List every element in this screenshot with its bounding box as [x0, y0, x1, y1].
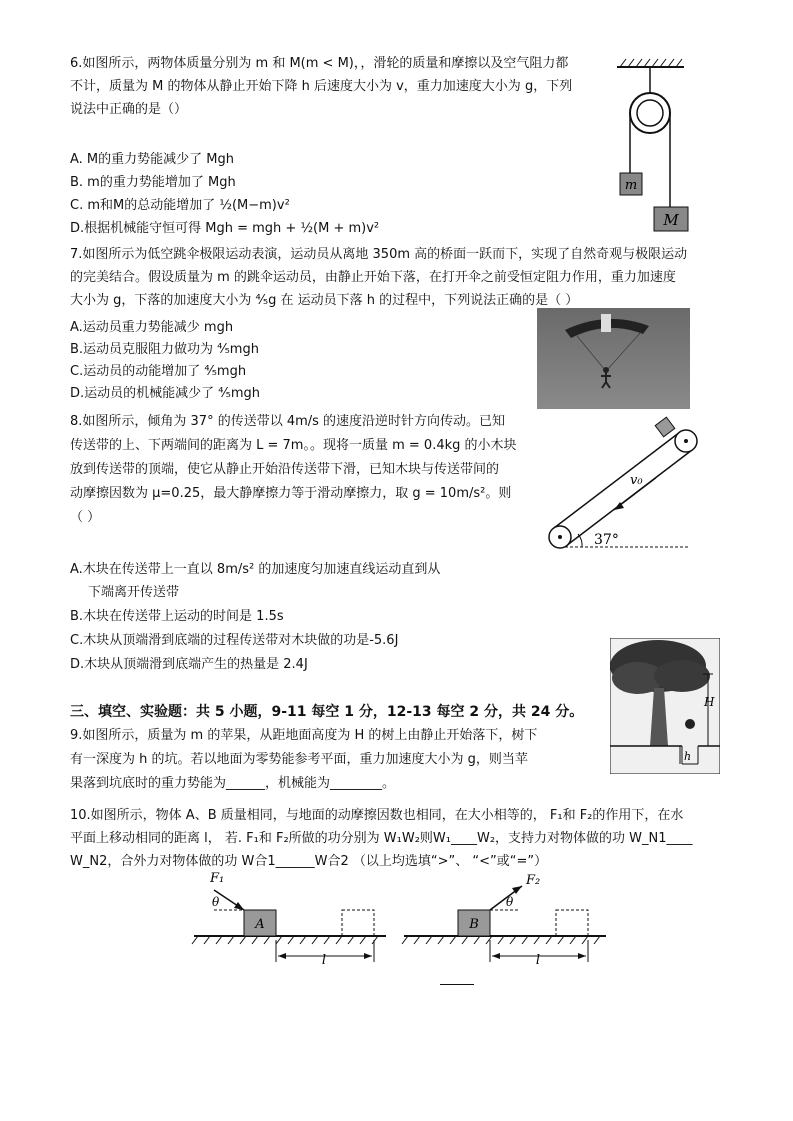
q6-line-1: 6.如图所示，两物体质量分别为 m 和 M(m < M)，，滑轮的质量和摩擦以及空气阻力都 [70, 56, 569, 71]
block-label-B: B [469, 917, 479, 932]
q8-line-2: 传送带的上、下两端间的距离为 L = 7m。。现将一质量 m = 0.4kg 的小木块 [70, 438, 517, 453]
q8-line-5: （ ） [70, 510, 101, 525]
angle-label-theta-2: θ [506, 895, 514, 909]
q8-option-c: C.木块从顶端滑到底端的过程传送带对木块做的功是-5.6J [70, 633, 399, 648]
q7-option-a: A.运动员重力势能减少 mgh [70, 320, 234, 335]
q8-option-b: B.木块在传送带上运动的时间是 1.5s [70, 609, 284, 624]
q6-option-d: D.根据机械能守恒可得 Mgh = mgh + ½(M + m)v² [70, 221, 380, 236]
q8-line-1: 8.如图所示，倾角为 37° 的传送带以 4m/s 的速度沿逆时针方向传动。已知 [70, 414, 506, 429]
q8-option-a: A.木块在传送带上一直以 8m/s² 的加速度匀加速直线运动直到从 [70, 562, 441, 577]
q9-line-2: 有一深度为 h 的坑。若以地面为零势能参考平面，重力加速度大小为 g，则当苹 [70, 752, 528, 767]
section-3-heading: 三、填空、实验题：共 5 小题，9-11 每空 1 分，12-13 每空 2 分，共 24 分。 [70, 704, 584, 720]
tree-figure [610, 638, 720, 774]
footer-rule [440, 984, 474, 985]
q6-line-3: 说法中正确的是（） [70, 102, 188, 117]
angle-label-theta-1: θ [212, 895, 220, 909]
q6-option-c: C. m和M的总动能增加了 ½(M−m)v² [70, 198, 290, 213]
q9-line-3: 果落到坑底时的重力势能为______，机械能为________。 [70, 776, 396, 791]
q10-line-3: W_N2，合外力对物体做的功 W合1______W合2 （以上均选填“>”、 “<”或“=”） [70, 854, 548, 869]
q10-line-2: 平面上移动相同的距离 l， 若. F₁和 F₂所做的功分别为 W₁W₂则W₁____W₂，支持力对物体做的功 W_N1____ [70, 831, 693, 846]
tree-label-H: H [704, 695, 715, 709]
pulley-label-M: M [663, 211, 679, 229]
force-label-F1: F₁ [210, 871, 225, 886]
q8-line-3: 放到传送带的顶端，使它从静止开始沿传送带下滑，已知木块与传送带间的 [70, 462, 500, 477]
q10-line-1: 10.如图所示，物体 A、B 质量相同，与地面的动摩擦因数也相同，在大小相等的， F₁和 F₂的作用下，在水 [70, 808, 684, 823]
q7-line-3: 大小为 g，下落的加速度大小为 ⁴⁄₅g 在 运动员下落 h 的过程中，下列说法正确的是（ ） [70, 293, 579, 308]
q7-line-1: 7.如图所示为低空跳伞极限运动表演，运动员从离地 350m 高的桥面一跃而下，实现了自然奇观与极限运动 [70, 247, 688, 262]
blocks-figure [190, 868, 610, 968]
q6-option-b: B. m的重力势能增加了 Mgh [70, 175, 236, 190]
q7-line-2: 的完美结合。假设质量为 m 的跳伞运动员，由静止开始下落，在打开伞之前受恒定阻力作用，重力加速度 [70, 270, 676, 285]
distance-label-l-1: l [321, 953, 327, 968]
skydiver-photo [537, 308, 690, 409]
conveyor-label-v0: v₀ [630, 473, 643, 488]
block-label-A: A [255, 917, 265, 932]
tree-label-h: h [684, 750, 692, 763]
q7-option-c: C.运动员的动能增加了 ⁴⁄₅mgh [70, 364, 247, 379]
q8-option-d: D.木块从顶端滑到底端产生的热量是 2.4J [70, 657, 308, 672]
force-label-F2: F₂ [526, 873, 541, 888]
pulley-figure [612, 55, 692, 235]
pulley-label-m: m [624, 178, 638, 193]
conveyor-figure [540, 412, 710, 557]
q7-option-d: D.运动员的机械能减少了 ⁴⁄₅mgh [70, 386, 261, 401]
q8-option-a-cont: 下端离开传送带 [88, 585, 180, 600]
q8-line-4: 动摩擦因数为 μ=0.25，最大静摩擦力等于滑动摩擦力，取 g = 10m/s²。则 [70, 486, 512, 501]
distance-label-l-2: l [535, 953, 541, 968]
q6-line-2: 不计，质量为 M 的物体从静止开始下降 h 后速度大小为 v，重力加速度大小为 g，下列 [70, 79, 573, 94]
q6-option-a: A. M的重力势能减少了 Mgh [70, 152, 234, 167]
q7-option-b: B.运动员克服阻力做功为 ⁴⁄₅mgh [70, 342, 259, 357]
conveyor-label-angle: 37° [594, 532, 619, 548]
q9-line-1: 9.如图所示，质量为 m 的苹果，从距地面高度为 H 的树上由静止开始落下，树下 [70, 728, 538, 743]
